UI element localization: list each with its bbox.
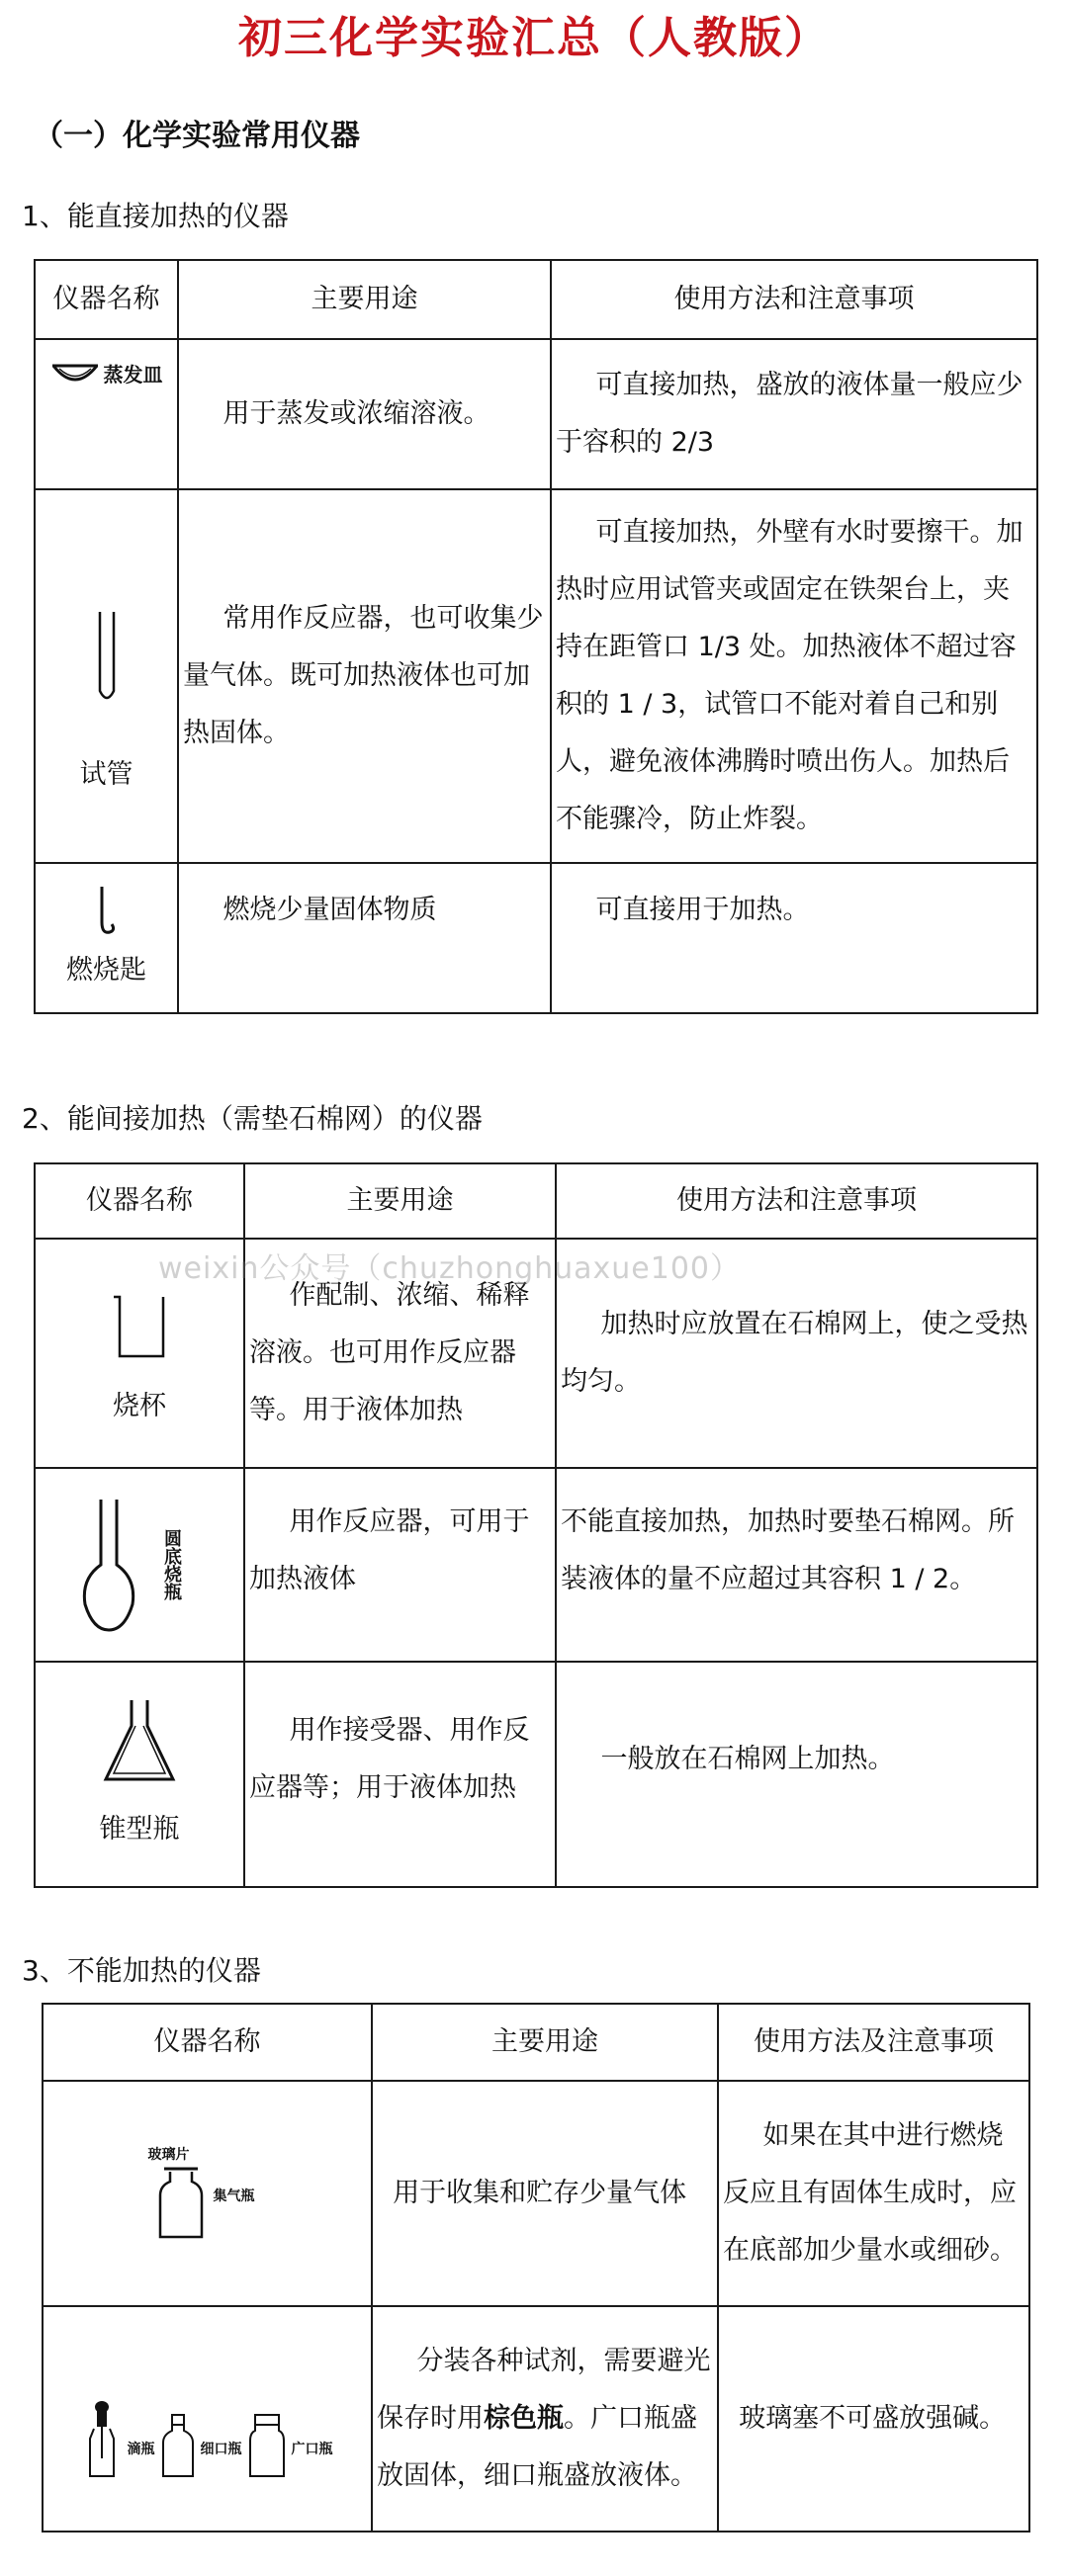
column-header: 主要用途	[178, 260, 551, 339]
instrument-use: 用于收集和贮存少量气体	[393, 2178, 687, 2208]
instrument-note: 可直接用于加热。	[595, 895, 810, 925]
table-indirect-heating	[34, 1162, 1038, 1888]
instrument-use: 用于蒸发或浓缩溶液。	[222, 398, 490, 429]
column-header: 使用方法及注意事项	[718, 2004, 1029, 2081]
page-title: 初三化学实验汇总（人教版）	[238, 13, 830, 63]
table-row	[43, 2081, 1029, 2306]
section-heading: （一）化学实验常用仪器	[34, 119, 360, 153]
column-header: 使用方法和注意事项	[556, 1163, 1037, 1239]
watermark: weixin公众号（chuzhonghuaxue100）	[158, 1251, 742, 1286]
instrument-use: 燃烧少量固体物质	[222, 895, 437, 925]
brown-bottle-text: 棕色瓶	[484, 2403, 564, 2434]
instrument-label: 广口瓶	[291, 2442, 333, 2457]
column-header: 仪器名称	[43, 2004, 372, 2081]
evaporating-dish-icon	[50, 360, 100, 389]
instrument-note: 玻璃塞不可盛放强碱。	[739, 2403, 1007, 2434]
subsection-heading-1: 1、能直接加热的仪器	[22, 200, 289, 232]
wide-mouth-bottle-icon	[248, 2413, 286, 2478]
instrument-use: 常用作反应器，也可收集少量气体。既可加热液体也可加热固体。	[183, 603, 544, 748]
dropper-bottle-icon	[82, 2399, 122, 2478]
column-header: 使用方法和注意事项	[551, 260, 1037, 339]
table-row	[35, 1239, 1037, 1468]
table-row	[35, 489, 1037, 863]
column-header: 仪器名称	[35, 1163, 244, 1239]
instrument-label: 滴瓶	[127, 2442, 155, 2457]
instrument-note: 加热时应放置在石棉网上，使之受热均匀。	[561, 1309, 1028, 1397]
instrument-name: 圆底烧瓶	[161, 1529, 182, 1600]
subsection-heading-3: 3、不能加热的仪器	[22, 1954, 261, 1987]
table-row	[35, 1662, 1037, 1887]
instrument-note: 一般放在石棉网上加热。	[600, 1744, 895, 1774]
instrument-label: 集气瓶	[213, 2189, 255, 2204]
column-header: 主要用途	[244, 1163, 556, 1239]
table-row	[35, 863, 1037, 1013]
instrument-label: 细口瓶	[200, 2442, 242, 2457]
round-bottom-flask-icon	[79, 1496, 138, 1634]
instrument-name: 燃烧匙	[66, 955, 146, 986]
instrument-note: 不能直接加热，加热时要垫石棉网。所装液体的量不应超过其容积 1 / 2。	[561, 1506, 1015, 1594]
table-row	[35, 1468, 1037, 1662]
table-direct-heating	[34, 259, 1038, 1014]
narrow-mouth-bottle-icon	[161, 2413, 195, 2478]
instrument-note: 可直接加热，外壁有水时要擦干。加热时应用试管夹或固定在铁架台上，夹持在距管口 1/3 处。加热液体不超过容积的 1 / 3，试管口不能对着自己和别人，避免液体沸腾时喷出伤人。加热后不能骤冷，防止炸裂。	[556, 517, 1024, 834]
instrument-note: 如果在其中进行燃烧反应且有固体生成时，应在底部加少量水或细砂。	[723, 2120, 1017, 2266]
subsection-heading-2: 2、能间接加热（需垫石棉网）的仪器	[22, 1102, 483, 1135]
instrument-note: 可直接加热，盛放的液体量一般应少于容积的 2/3	[556, 370, 1024, 458]
table-no-heating	[42, 2003, 1030, 2533]
conical-flask-icon	[100, 1696, 179, 1785]
instrument-name: 蒸发皿	[103, 363, 163, 386]
test-tube-icon	[92, 608, 122, 707]
table-row	[43, 2306, 1029, 2532]
instrument-use: 分装各种试剂，需要避光保存时用棕色瓶。广口瓶盛放固体，细口瓶盛放液体。	[377, 2346, 711, 2491]
instrument-name: 锥型瓶	[99, 1814, 180, 1845]
instrument-use: 作配制、浓缩、稀释溶液。也可用作反应器等。用于液体加热	[249, 1280, 530, 1425]
gas-collecting-bottle-icon	[156, 2166, 206, 2241]
instrument-use: 用作反应器，可用于加热液体	[249, 1506, 530, 1594]
column-header: 主要用途	[372, 2004, 718, 2081]
table-row	[35, 339, 1037, 489]
instrument-label: 玻璃片	[147, 2147, 190, 2163]
combustion-spoon-icon	[92, 883, 122, 942]
instrument-name: 烧杯	[113, 1391, 166, 1421]
column-header: 仪器名称	[35, 260, 178, 339]
instrument-use: 用作接受器、用作反应器等；用于液体加热	[249, 1715, 530, 1803]
beaker-icon	[110, 1291, 169, 1360]
instrument-name: 试管	[79, 759, 134, 790]
